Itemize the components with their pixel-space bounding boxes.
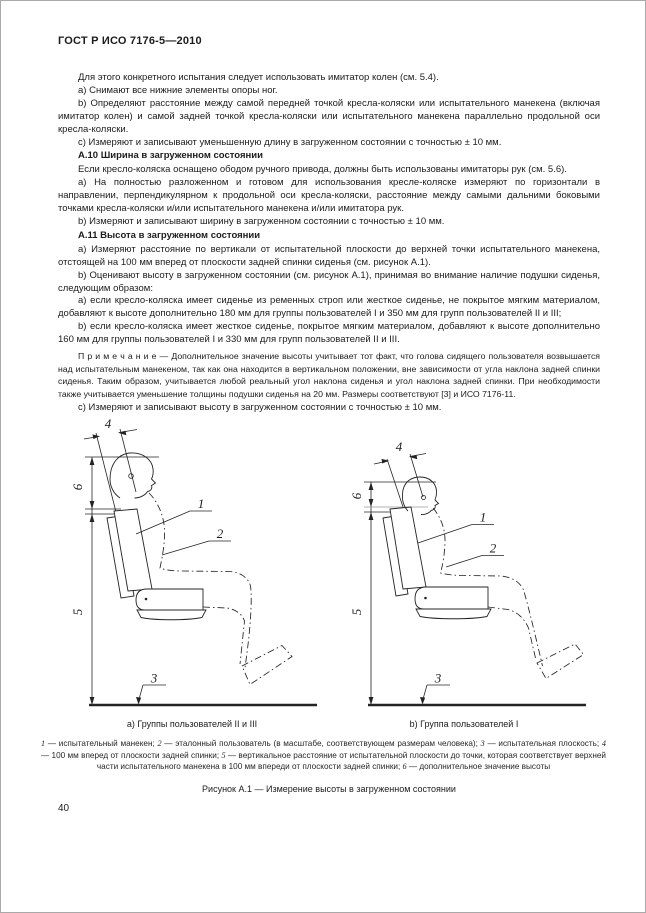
legend-text: — эталонный пользователь (в масштабе, соответствующем размерам человека); <box>161 738 481 748</box>
legend-text: — 100 мм вперед от плоскости задней спинки; <box>41 750 222 760</box>
figure-a1 <box>58 417 600 729</box>
figure-legend <box>41 738 606 773</box>
label-1: 1 <box>197 495 205 511</box>
label-5: 5 <box>349 608 365 616</box>
list-item-a: a) Измеряют расстояние по вертикали от испытательной плоскости до верхней точки испытательного манекена, отстоящей на 100 мм вперед от плоскости задней спинки сиденья (см. рисунок А.1). <box>58 243 600 268</box>
subfigure-b <box>328 417 600 729</box>
figure-title: Рисунок А.1 — Измерение высоты в загруженном состоянии <box>202 783 456 794</box>
label-6: 6 <box>349 492 365 500</box>
legend-number: 5 <box>221 750 226 760</box>
document-header: ГОСТ Р ИСО 7176-5—2010 <box>58 35 202 47</box>
body-text <box>58 72 600 415</box>
subfigure-a <box>59 417 325 729</box>
ear <box>129 474 134 479</box>
foot <box>537 644 584 679</box>
drawing-groups-2-3 <box>59 417 321 717</box>
label-2: 2 <box>216 525 224 541</box>
legend-number: 1 <box>41 738 46 748</box>
section-heading-a11: А.11 Высота в загруженном состоянии <box>78 229 261 241</box>
label-3: 3 <box>434 670 442 686</box>
list-item-b: b) Оценивают высоту в загруженном состоянии (см. рисунок А.1), принимая во внимание наличие подушки сиденья, следующим образом: <box>58 269 600 294</box>
label-5: 5 <box>70 608 85 616</box>
ear <box>422 495 426 499</box>
paragraph: Если кресло-коляска оснащено ободом ручного привода, должны быть использованы имитаторы рук (см. 5.6). <box>78 164 567 176</box>
sublist-item-b: b) если кресло-коляска имеет жесткое сиденье, покрытое мягким материалом, добавляют к высоте дополнительно 160 мм для группы пользователей I и 330 мм для групп пользователей II и III. <box>58 321 600 346</box>
seat-base <box>416 609 491 619</box>
section-heading-a10: А.10 Ширина в загруженном состоянии <box>78 150 263 162</box>
dimension-4 <box>374 439 426 513</box>
legend-text: — испытательная плоскость; <box>484 738 602 748</box>
legend-number: 2 <box>157 738 162 748</box>
subfigure-b-caption: b) Группа пользователей I <box>409 718 519 729</box>
list-item-b: b) Определяют расстояние между самой передней точкой кресла-коляски или испытательного манекена (включая имитатор колен) и самой задней точкой кресла-коляски или испытательного манекена параллельно продольной оси кресла-коляски. <box>58 97 600 135</box>
legend-text: — испытательный манекен; <box>45 738 158 748</box>
label-2: 2 <box>489 540 497 556</box>
test-dummy <box>107 453 206 620</box>
list-item-a: a) Снимают все нижние элементы опоры ног. <box>78 84 278 96</box>
legend-text: — дополнительное значение высоты <box>406 762 551 772</box>
list-item-a: a) На полностью разложенном и готовом для использования кресле-коляске измеряют по горизонтали в направлении, перпендикулярном к продольной оси кресла-коляски, расстояние между самыми дальними боковыми точками кресла-коляски и/или испытательного манекена и/или имитатора рук. <box>58 177 600 215</box>
pivot-dot <box>424 597 427 600</box>
note-paragraph: П р и м е ч а н и е — Дополнительное значение высоты учитывает тот факт, что голова сидящего пользователя возвышается над испытательным манекеном, так как она находится в вертикальном положении, вне зависимости от угла наклона задней спинки сиденья. Таким образом, учитывается любой реальный угол наклона сиденья и угол наклона задней спинки. При необходимости также учитывается уменьшение толщины подушки сиденья на 20 мм. Размеры соответствуют [3] и ИСО 7176-11. <box>58 351 600 399</box>
subfigure-a-caption: a) Группы пользователей II и III <box>126 718 258 729</box>
legend-text: — вертикальное расстояние от испытательной плоскости до точки, которая соответствует верхней части испытательного манекена в 100 мм впереди от плоскости задней спинки; <box>96 750 606 772</box>
label-4: 4 <box>395 438 403 454</box>
sublist-item-a: a) если кресло-коляска имеет сиденье из ременных строп или жесткое сиденье, не покрытое мягким материалом, добавляют к высоте дополнительно 180 мм для группы пользователей I и 350 мм для групп пользователей II и III; <box>58 295 600 320</box>
label-6: 6 <box>70 483 85 491</box>
drawing-group-1 <box>328 417 590 717</box>
paragraph: Для этого конкретного испытания следует использовать имитатор колен (см. 5.4). <box>78 72 439 83</box>
legend-number: 4 <box>601 738 606 748</box>
legend-number: 6 <box>402 762 407 772</box>
list-item-b: b) Измеряют и записывают ширину в загруженном состоянии с точностью ± 10 мм. <box>78 215 445 227</box>
label-1: 1 <box>479 509 487 525</box>
test-dummy <box>383 477 491 619</box>
list-item-c: c) Измеряют и записывают уменьшенную длину в загруженном состоянии с точностью ± 10 мм. <box>78 136 502 148</box>
seat-base <box>137 610 206 620</box>
label-4: 4 <box>104 416 112 431</box>
pivot-dot <box>145 598 148 601</box>
page-number: 40 <box>58 802 70 814</box>
legend-number: 3 <box>480 738 485 748</box>
list-item-c: c) Измеряют и записывают высоту в загруженном состоянии с точностью ± 10 мм. <box>78 402 442 414</box>
head-outline <box>110 453 156 498</box>
label-3: 3 <box>150 670 158 686</box>
foot <box>242 645 292 684</box>
